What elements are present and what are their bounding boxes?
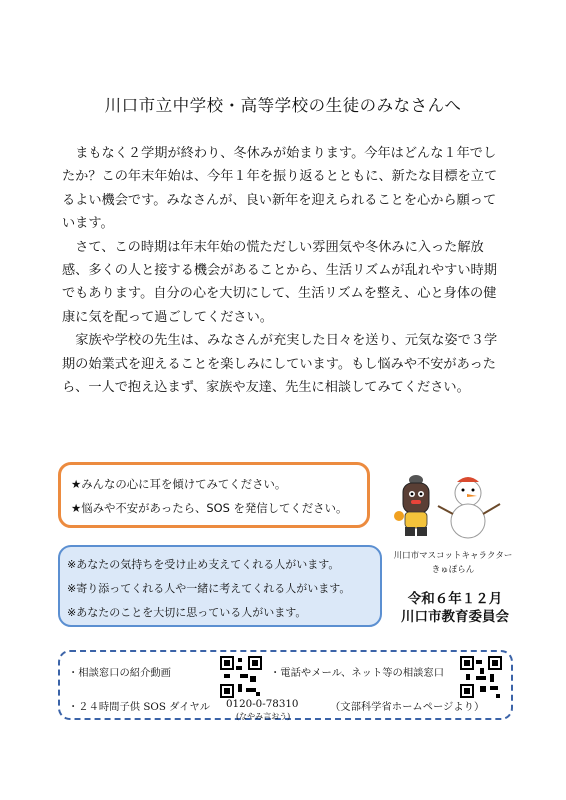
sos-dial-label: ・２４時間子供 SOS ダイヤル	[68, 701, 211, 713]
paragraph-2: さて、この時期は年末年始の慌ただしい雰囲気や冬休みに入った解放感、多くの人と接する機会があることから、生活リズムが乱れやすい時期でもあります。自分の心を大切にして、生活リズムを整え、心と身体の健康に気を配って過ごしてください。	[62, 239, 497, 325]
sos-dial-reading: (なやみ言おう)	[236, 712, 291, 721]
callout-line-2: ★悩みや不安があったら、SOS を発信してください。	[71, 501, 348, 515]
orange-callout-box	[58, 462, 370, 528]
paragraph-1: まもなく２学期が終わり、冬休みが始まります。今年はどんな１年でしたか？この年末年始は、今年１年を振り返るとともに、新たな目標を立てるよい機会です。みなさんが、良い新年を迎えられることを心から願っています。	[62, 146, 498, 232]
mascot-caption-1: 川口市マスコットキャラクター	[393, 551, 513, 561]
qr-code-icon[interactable]	[220, 656, 262, 698]
video-label: ・相談窓口の紹介動画	[68, 667, 171, 679]
message-body	[62, 142, 508, 399]
sos-dial-number: 0120-0-78310	[226, 698, 299, 710]
mascot-illustration	[388, 466, 508, 544]
issue-date: 令和６年１２月	[407, 591, 503, 607]
kyuporan-mascot-icon	[394, 475, 429, 536]
issuer-name: 川口市教育委員会	[401, 609, 509, 625]
support-line-1: ※あなたの気持ちを受け止め支えてくれる人がいます。	[67, 558, 340, 571]
snowman-icon	[438, 477, 500, 538]
qr-code-icon[interactable]	[460, 656, 502, 698]
callout-line-1: ★みんなの心に耳を傾けてみてください。	[71, 477, 287, 491]
other-consult-label: ・電話やメール、ネット等の相談窓口	[270, 667, 445, 679]
paragraph-3: 家族や学校の先生は、みなさんが充実した日々を送り、元気な姿で３学期の始業式を迎えることを楽しみにしています。もし悩みや不安があったら、一人で抱え込まず、家族や友達、先生に相談してみてください。	[62, 333, 498, 396]
issuer-block	[393, 590, 517, 626]
page-title: 川口市立中学校・高等学校の生徒のみなさんへ	[104, 96, 462, 115]
mext-source: （文部科学省ホームページより）	[330, 701, 485, 713]
blue-callout-box	[58, 545, 382, 627]
mascot-caption-2: きゅぽらん	[431, 565, 475, 575]
support-line-2: ※寄り添ってくれる人や一緒に考えてくれる人がいます。	[67, 582, 351, 595]
support-line-3: ※あなたのことを大切に思っている人がいます。	[67, 606, 307, 619]
